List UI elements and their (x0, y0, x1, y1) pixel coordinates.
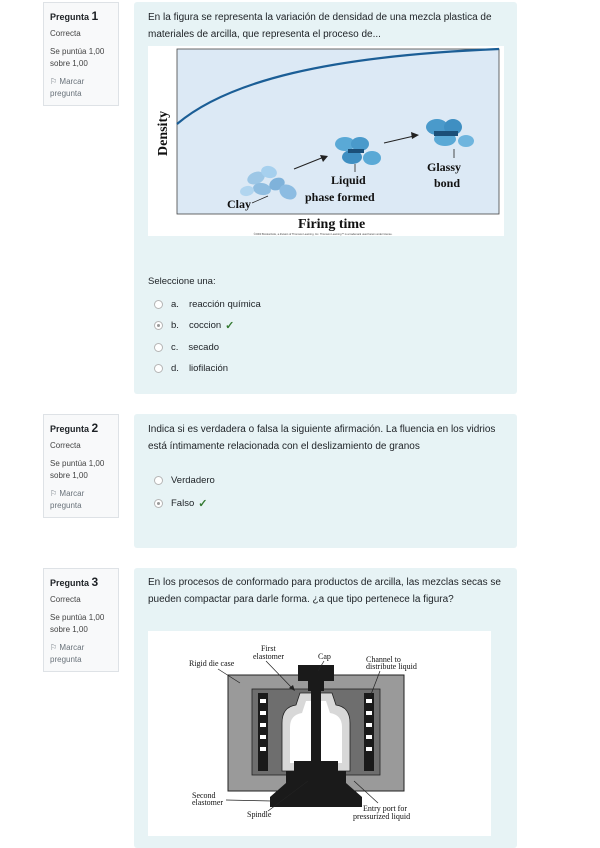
check-icon: ✓ (225, 319, 235, 332)
question-2-content (134, 414, 517, 548)
label-channel-2: distribute liquid (366, 662, 417, 671)
isostatic-press-figure (148, 631, 491, 836)
y-axis-label: Density (156, 110, 171, 156)
question-number: Pregunta 1 (50, 9, 99, 23)
option-b[interactable]: b. coccion ✓ (154, 318, 234, 332)
glassy-label-line2: bond (434, 176, 461, 190)
label-entry-port-2: pressurized liquid (353, 812, 411, 821)
flag-question-link[interactable]: ⚐ Marcar pregunta (50, 489, 85, 510)
label-second-elastomer-1: Second (192, 791, 216, 800)
option-d[interactable]: d. liofilación (154, 361, 228, 375)
select-one-prompt: Seleccione una: (148, 276, 216, 287)
x-axis-label: Firing time (298, 217, 366, 232)
radio-option-c[interactable] (154, 343, 163, 352)
question-grade: Se puntúa 1,00 sobre 1,00 (50, 459, 105, 480)
question-grade: Se puntúa 1,00 sobre 1,00 (50, 613, 105, 634)
option-a[interactable]: a. reacción química (154, 297, 261, 311)
flag-icon: ⚐ (50, 489, 58, 498)
glassy-label-line1: Glassy (427, 160, 462, 174)
question-text: En la figura se representa la variación de densidad de una mezcla plastica de materiales de arcilla, que representa el proceso de... (148, 12, 492, 40)
question-state: Correcta (50, 595, 81, 604)
question-3-content (134, 568, 517, 848)
label-cap: Cap (318, 652, 331, 661)
question-1-info (43, 2, 119, 106)
label-first-elastomer-1: First (261, 644, 276, 653)
flag-icon: ⚐ (50, 643, 58, 652)
question-grade: Se puntúa 1,00 sobre 1,00 (50, 47, 105, 68)
density-figure (148, 46, 504, 236)
clay-label: Clay (227, 197, 251, 211)
figure-credit: ©2003 Brooks/Cole, a division of Thomson Learning, Inc. Thomson Learning™ is a trademark used herein under license. (253, 233, 393, 236)
question-1-content (134, 2, 517, 394)
flag-question-link[interactable]: ⚐ Marcar pregunta (50, 643, 85, 664)
option-c[interactable]: c. secado (154, 340, 219, 354)
question-3-info (43, 568, 119, 672)
label-channel-1: Channel to (366, 655, 401, 664)
radio-option-true[interactable] (154, 476, 163, 485)
question-number: Pregunta 2 (50, 421, 99, 435)
flag-question-link[interactable]: ⚐ Marcar pregunta (50, 77, 85, 98)
label-second-elastomer-2: elastomer (192, 798, 224, 807)
question-text: En los procesos de conformado para productos de arcilla, las mezclas secas se pueden compactar para darle forma. ¿a que tipo pertenece la figura? (148, 577, 501, 605)
label-first-elastomer-2: elastomer (253, 652, 285, 661)
label-entry-port-1: Entry port for (363, 804, 407, 813)
option-true[interactable]: Verdadero (154, 473, 215, 487)
liquid-label-line2: phase formed (305, 190, 375, 204)
radio-option-a[interactable] (154, 300, 163, 309)
check-icon: ✓ (198, 497, 208, 510)
liquid-label-line1: Liquid (331, 173, 366, 187)
label-rigid-die-case: Rigid die case (189, 659, 235, 668)
question-number: Pregunta 3 (50, 575, 99, 589)
radio-option-b[interactable] (154, 321, 163, 330)
question-2-info (43, 414, 119, 518)
radio-option-d[interactable] (154, 364, 163, 373)
question-state: Correcta (50, 29, 81, 38)
question-text: Indica si es verdadera o falsa la siguiente afirmación. La fluencia en los vidrios está íntimamente relacionada con el deslizamiento de granos (148, 424, 496, 452)
question-state: Correcta (50, 441, 81, 450)
radio-option-false[interactable] (154, 499, 163, 508)
label-spindle: Spindle (247, 810, 272, 819)
flag-icon: ⚐ (50, 77, 58, 86)
option-false[interactable]: Falso ✓ (154, 496, 207, 510)
